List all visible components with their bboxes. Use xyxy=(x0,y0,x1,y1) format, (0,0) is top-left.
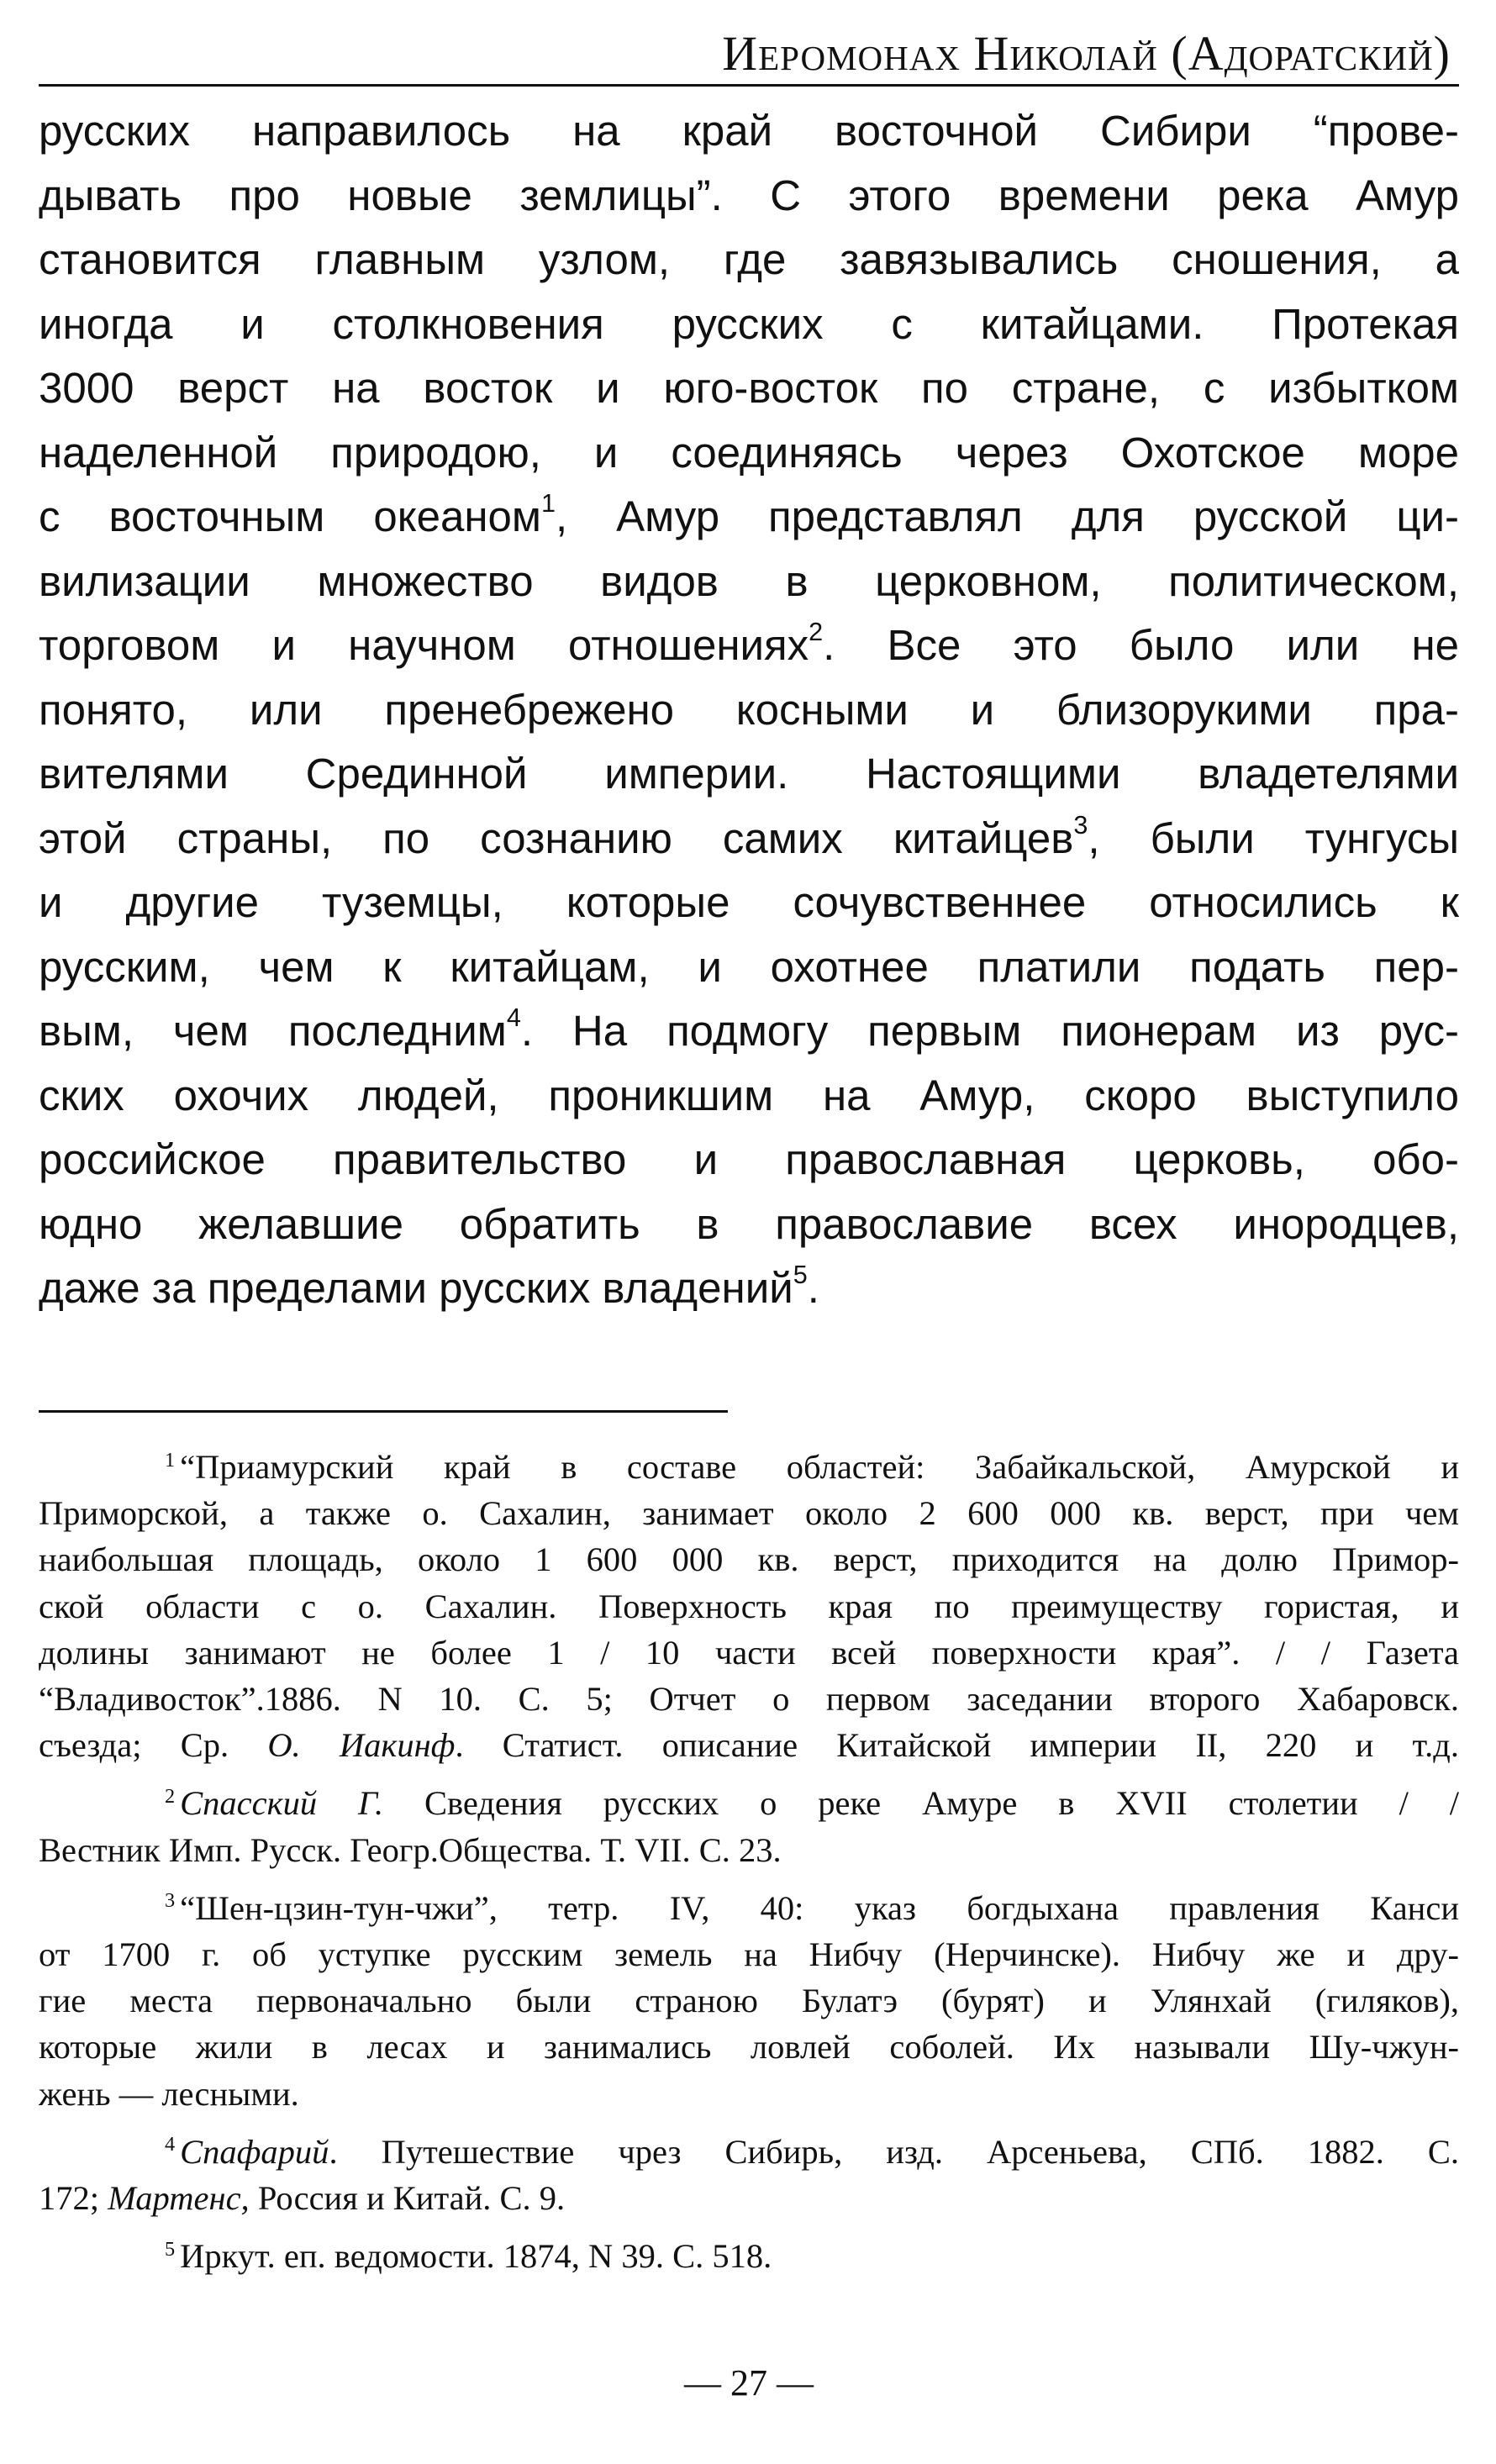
footnote-line xyxy=(39,1780,1459,1826)
running-head: Иеромонах Николай (Адоратский) xyxy=(722,26,1451,81)
text-line: российское правительство и православная церковь, обо- xyxy=(39,1135,1459,1183)
footnote-mark: 1 xyxy=(165,1448,176,1472)
footnote-line: от 1700 г. об уступке русским земель на Нибчу (Нерчинске). Нибчу же и дру- xyxy=(39,1935,1459,1974)
footnote-text: “Шен-цзин-тун-чжи”, тетр. IV, 40: указ богдыхана правления Канси xyxy=(180,1888,1459,1927)
text-segment: . На подмогу первым пионерам из рус- xyxy=(520,1007,1459,1055)
text-line: русских направилось на край восточной Сибири “прове- xyxy=(39,107,1459,155)
footnote-text: 172; xyxy=(39,2179,108,2218)
footnote-author: Спафарий xyxy=(180,2132,329,2171)
footnote-3 xyxy=(39,1885,1459,2117)
footnote-line: Приморской, а также о. Сахалин, занимает около 2 600 000 кв. верст, при чем xyxy=(39,1494,1459,1533)
footnote-mark: 5 xyxy=(165,2237,176,2261)
text-line xyxy=(39,1256,1459,1321)
footnotes xyxy=(39,1444,1459,2291)
footnote-line xyxy=(39,1722,1459,1768)
footnote-author: О. Иакинф xyxy=(267,1726,456,1765)
text-line xyxy=(39,807,1459,871)
footnote-mark: 4 xyxy=(165,2133,176,2156)
footnote-line: “Владивосток”.1886. N 10. С. 5; Отчет о первом заседании второго Хабаровск. xyxy=(39,1680,1459,1719)
footnote-line xyxy=(39,2175,1459,2221)
text-segment: , были тунгусы xyxy=(1088,813,1459,862)
text-line: русским, чем к китайцам, и охотнее платили подать пер- xyxy=(39,942,1459,991)
text-line: становится главным узлом, где завязывались сношения, а xyxy=(39,235,1459,283)
footnote-line: жень — лесными. xyxy=(39,2074,299,2113)
text-line: иногда и столкновения русских с китайцами. Протекая xyxy=(39,299,1459,348)
footnote-mark: 3 xyxy=(165,1889,176,1913)
footnote-rule xyxy=(39,1410,728,1413)
footnote-text: Россия и Китай. С. 9. xyxy=(249,2179,566,2218)
footnote-line: Вестник Имп. Русск. Геогр.Общества. Т. VII. С. 23. xyxy=(39,1830,782,1869)
text-line: вилизации множество видов в церковном, политическом, xyxy=(39,556,1459,605)
footnote-text: Иркут. еп. ведомости. 1874, N 39. С. 518. xyxy=(180,2237,772,2276)
footnote-text: . Статист. описание Китайской империи II, 220 и т.д. xyxy=(455,1726,1459,1765)
text-line xyxy=(39,485,1459,550)
footnote-author: Спасский Г. xyxy=(180,1784,384,1823)
footnote-5 xyxy=(39,2233,1459,2279)
text-segment: . xyxy=(807,1264,819,1312)
text-segment: . Все это было или не xyxy=(823,621,1459,669)
footnote-line: долины занимают не более 1 / 10 части всей поверхности края”. / / Газета xyxy=(39,1633,1459,1672)
text-line: 3000 верст на восток и юго-восток по стране, с избытком xyxy=(39,364,1459,412)
footnote-author: Мартенс, xyxy=(108,2179,250,2218)
text-line: наделенной природою, и соединяясь через Охотское море xyxy=(39,428,1459,476)
page-number: — 27 — xyxy=(684,2362,814,2403)
footnote-ref-2[interactable]: 2 xyxy=(809,618,824,647)
footnote-line xyxy=(39,1444,1459,1490)
text-line: ских охочих людей, проникшим на Амур, скоро выступило xyxy=(39,1071,1459,1119)
footnote-ref-4[interactable]: 4 xyxy=(506,1003,521,1033)
footnote-ref-5[interactable]: 5 xyxy=(793,1261,808,1290)
footnote-text: съезда; Ср. xyxy=(39,1726,268,1765)
text-line xyxy=(39,999,1459,1064)
text-segment: с восточным океаном xyxy=(39,492,541,540)
text-line: дывать про новые землицы”. С этого времени река Амур xyxy=(39,171,1459,219)
footnote-ref-3[interactable]: 3 xyxy=(1073,810,1088,840)
book-page xyxy=(39,0,1459,2464)
text-segment: даже за пределами русских владений xyxy=(39,1264,793,1312)
footnote-line xyxy=(39,2233,1459,2279)
footnote-text: Сведения русских о реке Амуре в XVII столетии / / xyxy=(383,1784,1459,1823)
footnote-mark: 2 xyxy=(165,1784,176,1808)
text-line: юдно желавшие обратить в православие всех инородцев, xyxy=(39,1199,1459,1248)
footnote-line xyxy=(39,2129,1459,2175)
text-line xyxy=(39,613,1459,678)
footnote-line: гие места первоначально были страною Булатэ (бурят) и Улянхай (гиляков), xyxy=(39,1982,1459,2020)
footnote-ref-1[interactable]: 1 xyxy=(540,489,556,519)
footnote-4 xyxy=(39,2129,1459,2221)
footnote-line: ской области с о. Сахалин. Поверхность края по преимуществу гористая, и xyxy=(39,1587,1459,1625)
text-line: понято, или пренебрежено косными и близорукими пра- xyxy=(39,685,1459,734)
header-rule xyxy=(39,84,1459,87)
footnote-1 xyxy=(39,1444,1459,1768)
text-segment: вым, чем последним xyxy=(39,1007,507,1055)
footnote-text: . Путешествие чрез Сибирь, изд. Арсеньева, СПб. 1882. С. xyxy=(329,2132,1459,2171)
footnote-2 xyxy=(39,1780,1459,1872)
text-segment: этой страны, по сознанию самих китайцев xyxy=(39,813,1074,862)
footnote-text: “Приамурский край в составе областей: Забайкальской, Амурской и xyxy=(180,1448,1459,1486)
text-line: и другие туземцы, которые сочувственнее относились к xyxy=(39,878,1459,926)
footnote-line: которые жили в лесах и занимались ловлей соболей. Их называли Шу-чжун- xyxy=(39,2028,1459,2066)
main-text xyxy=(39,99,1459,1321)
text-segment: , Амур представлял для русской ци- xyxy=(555,492,1459,540)
text-line: вителями Срединной империи. Настоящими владетелями xyxy=(39,750,1459,798)
footnote-line: наибольшая площадь, около 1 600 000 кв. верст, приходится на долю Примор- xyxy=(39,1540,1459,1579)
text-segment: торговом и научном отношениях xyxy=(39,621,809,669)
footnote-line xyxy=(39,1885,1459,1931)
